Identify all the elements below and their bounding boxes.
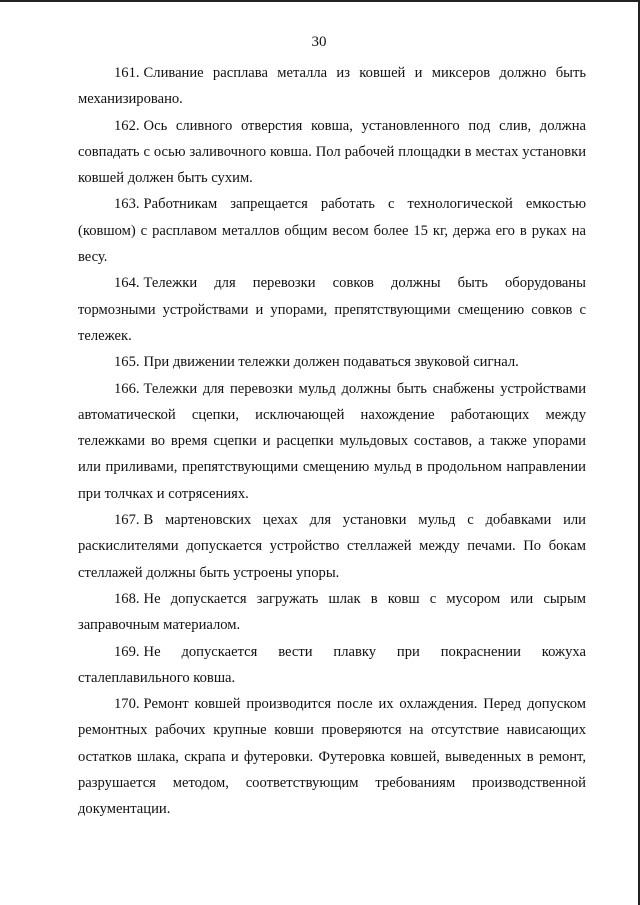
paragraph-text: При движении тележки должен подаваться звуковой сигнал. — [143, 354, 519, 371]
paragraph-text: Тележки для перевозки мульд должны быть снабжены устройствами автоматической сцепки, исключающей нахождение работающих между тележками во время сцепки и расцепки мульдовых составов, а также упорами или приливами, препятствующими смещению мульд в продольном направлении при толчках и сотрясениях. — [78, 380, 586, 502]
paragraph-number: 167. — [114, 512, 140, 529]
paragraph-number: 165. — [114, 354, 140, 371]
paragraph-167 — [78, 507, 586, 586]
paragraph-163 — [78, 191, 586, 270]
paragraph-161 — [78, 60, 586, 113]
paragraph-162 — [78, 113, 586, 192]
paragraph-number: 170. — [114, 696, 140, 713]
paragraph-number: 169. — [114, 643, 140, 660]
paragraph-165 — [78, 349, 586, 375]
paragraph-text: Тележки для перевозки совков должны быть оборудованы тормозными устройствами и упорами, препятствующими смещению совков с тележек. — [78, 275, 586, 344]
paragraph-text: Не допускается вести плавку при покраснении кожуха сталеплавильного ковша. — [78, 643, 586, 686]
paragraph-170 — [78, 691, 586, 822]
paragraph-text: Ремонт ковшей производится после их охлаждения. Перед допуском ремонтных рабочих крупные ковши проверяются на отсутствие нависающих остатков шлака, скрапа и футеровки. Футеровка ковшей, выведенных в ремонт, разрушается методом, соответствующим требованиям производственной документации. — [78, 696, 586, 818]
paragraph-164 — [78, 270, 586, 349]
paragraph-number: 163. — [114, 196, 140, 213]
paragraph-text: Работникам запрещается работать с технологической емкостью (ковшом) с расплавом металлов общим весом более 15 кг, держа его в руках на весу. — [78, 196, 586, 266]
paragraph-number: 162. — [114, 117, 140, 134]
paragraph-text: Сливание расплава металла из ковшей и миксеров должно быть механизировано. — [78, 65, 586, 108]
paragraph-text: Ось сливного отверстия ковша, установленного под слив, должна совпадать с осью заливочного ковша. Пол рабочей площадки в местах установки ковшей должен быть сухим. — [78, 117, 586, 187]
paragraph-number: 166. — [114, 380, 140, 397]
document-body — [78, 60, 586, 823]
paragraph-168 — [78, 586, 586, 639]
paragraph-166 — [78, 376, 586, 507]
paragraph-number: 161. — [114, 65, 140, 81]
paragraph-number: 164. — [114, 275, 140, 292]
paragraph-number: 168. — [114, 590, 140, 607]
page-number: 30 — [311, 34, 327, 50]
paragraph-text: В мартеновских цехах для установки мульд с добавками или раскислителями допускается устройство стеллажей между печами. По бокам стеллажей должны быть устроены упоры. — [78, 512, 586, 581]
paragraph-text: Не допускается загружать шлак в ковш с мусором или сырым заправочным материалом. — [78, 590, 586, 634]
paragraph-169 — [78, 639, 586, 692]
